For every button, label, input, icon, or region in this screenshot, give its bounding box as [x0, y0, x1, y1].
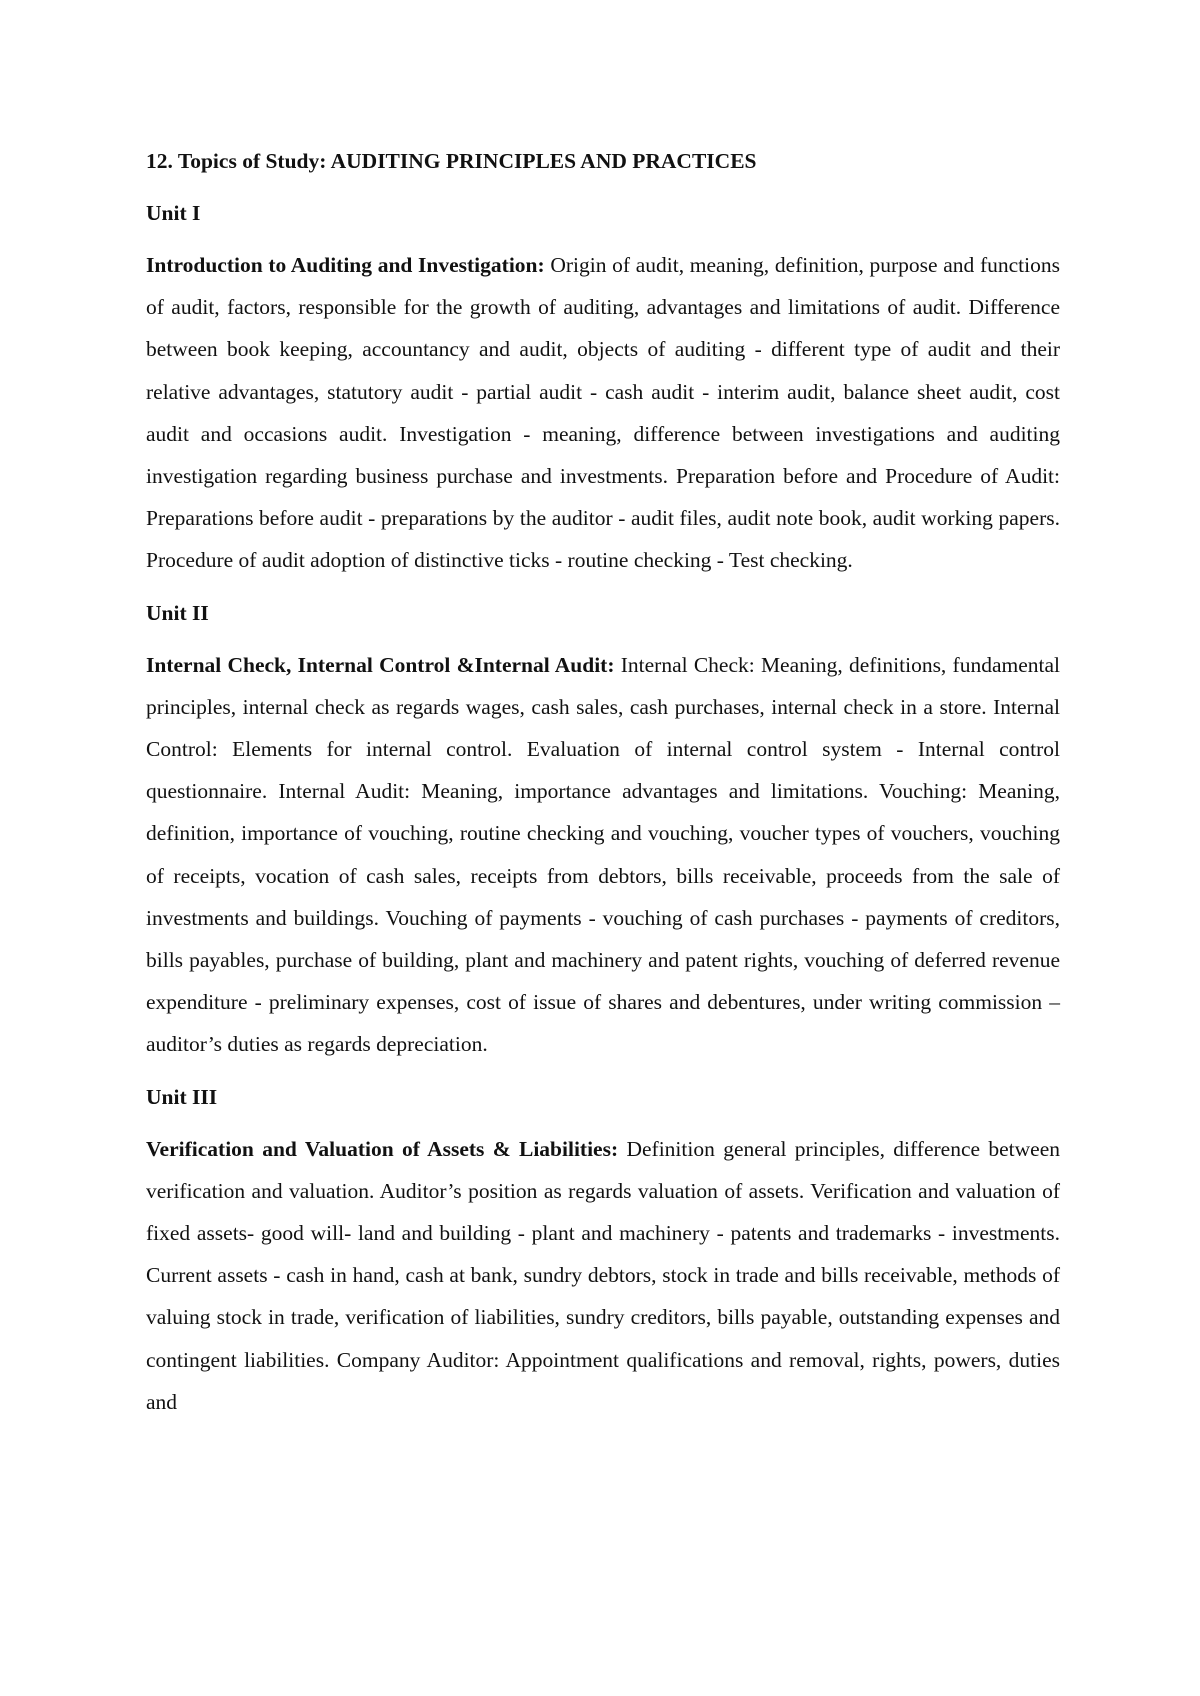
unit-3-paragraph [146, 1128, 1060, 1423]
unit-1-paragraph [146, 244, 1060, 582]
document-title: 12. Topics of Study: AUDITING PRINCIPLES AND PRACTICES [146, 149, 757, 173]
unit-2-paragraph [146, 644, 1060, 1066]
unit-2-body: Internal Check: Meaning, definitions, fundamental principles, internal check as regards wages, cash sales, cash purchases, internal check in a store. Internal Control: Elements for internal control. Evaluation of internal control system - Internal control questionnaire. Internal Audit: Meaning, importance advantages and limitations. Vouching: Meaning, definition, importance of vouching, routine checking and vouching, voucher types of vouchers, vouching of receipts, vocation of cash sales, receipts from debtors, bills receivable, proceeds from the sale of investments and buildings. Vouching of payments - vouching of cash purchases - payments of creditors, bills payables, purchase of building, plant and machinery and patent rights, vouching of deferred revenue expenditure - preliminary expenses, cost of issue of shares and debentures, under writing commission – auditor’s duties as regards depreciation. [146, 652, 1060, 1057]
unit-2-lead: Internal Check, Internal Control &Internal Audit: [146, 652, 615, 677]
unit-1-lead: Introduction to Auditing and Investigation: [146, 253, 545, 277]
unit-1-body: Origin of audit, meaning, definition, purpose and functions of audit, factors, responsible for the growth of auditing, advantages and limitations of audit. Difference between book keeping, accountancy and audit, objects of auditing - different type of audit and their relative advantages, statutory audit - partial audit - cash audit - interim audit, balance sheet audit, cost audit and occasions audit. Investigation - meaning, difference between investigations and auditing investigation regarding business purchase and investments. Preparation before and Procedure of Audit: Preparations before audit - preparations by the auditor - audit files, audit note book, audit working papers. Procedure of audit adoption of distinctive ticks - routine checking - Test checking. [146, 253, 1060, 573]
document-page [146, 140, 1060, 1433]
unit-3-lead: Verification and Valuation of Assets & Liabilities: [146, 1136, 619, 1161]
unit-3-heading: Unit III [146, 1084, 218, 1109]
unit-3-body: Definition general principles, difference between verification and valuation. Auditor’s position as regards valuation of assets. Verification and valuation of fixed assets- good will- land and building - plant and machinery - patents and trademarks - investments. Current assets - cash in hand, cash at bank, sundry debtors, stock in trade and bills receivable, methods of valuing stock in trade, verification of liabilities, sundry creditors, bills payable, outstanding expenses and contingent liabilities. Company Auditor: Appointment qualifications and removal, rights, powers, duties and [146, 1136, 1060, 1414]
unit-1-heading: Unit I [146, 201, 201, 225]
unit-2-heading: Unit II [146, 600, 209, 625]
